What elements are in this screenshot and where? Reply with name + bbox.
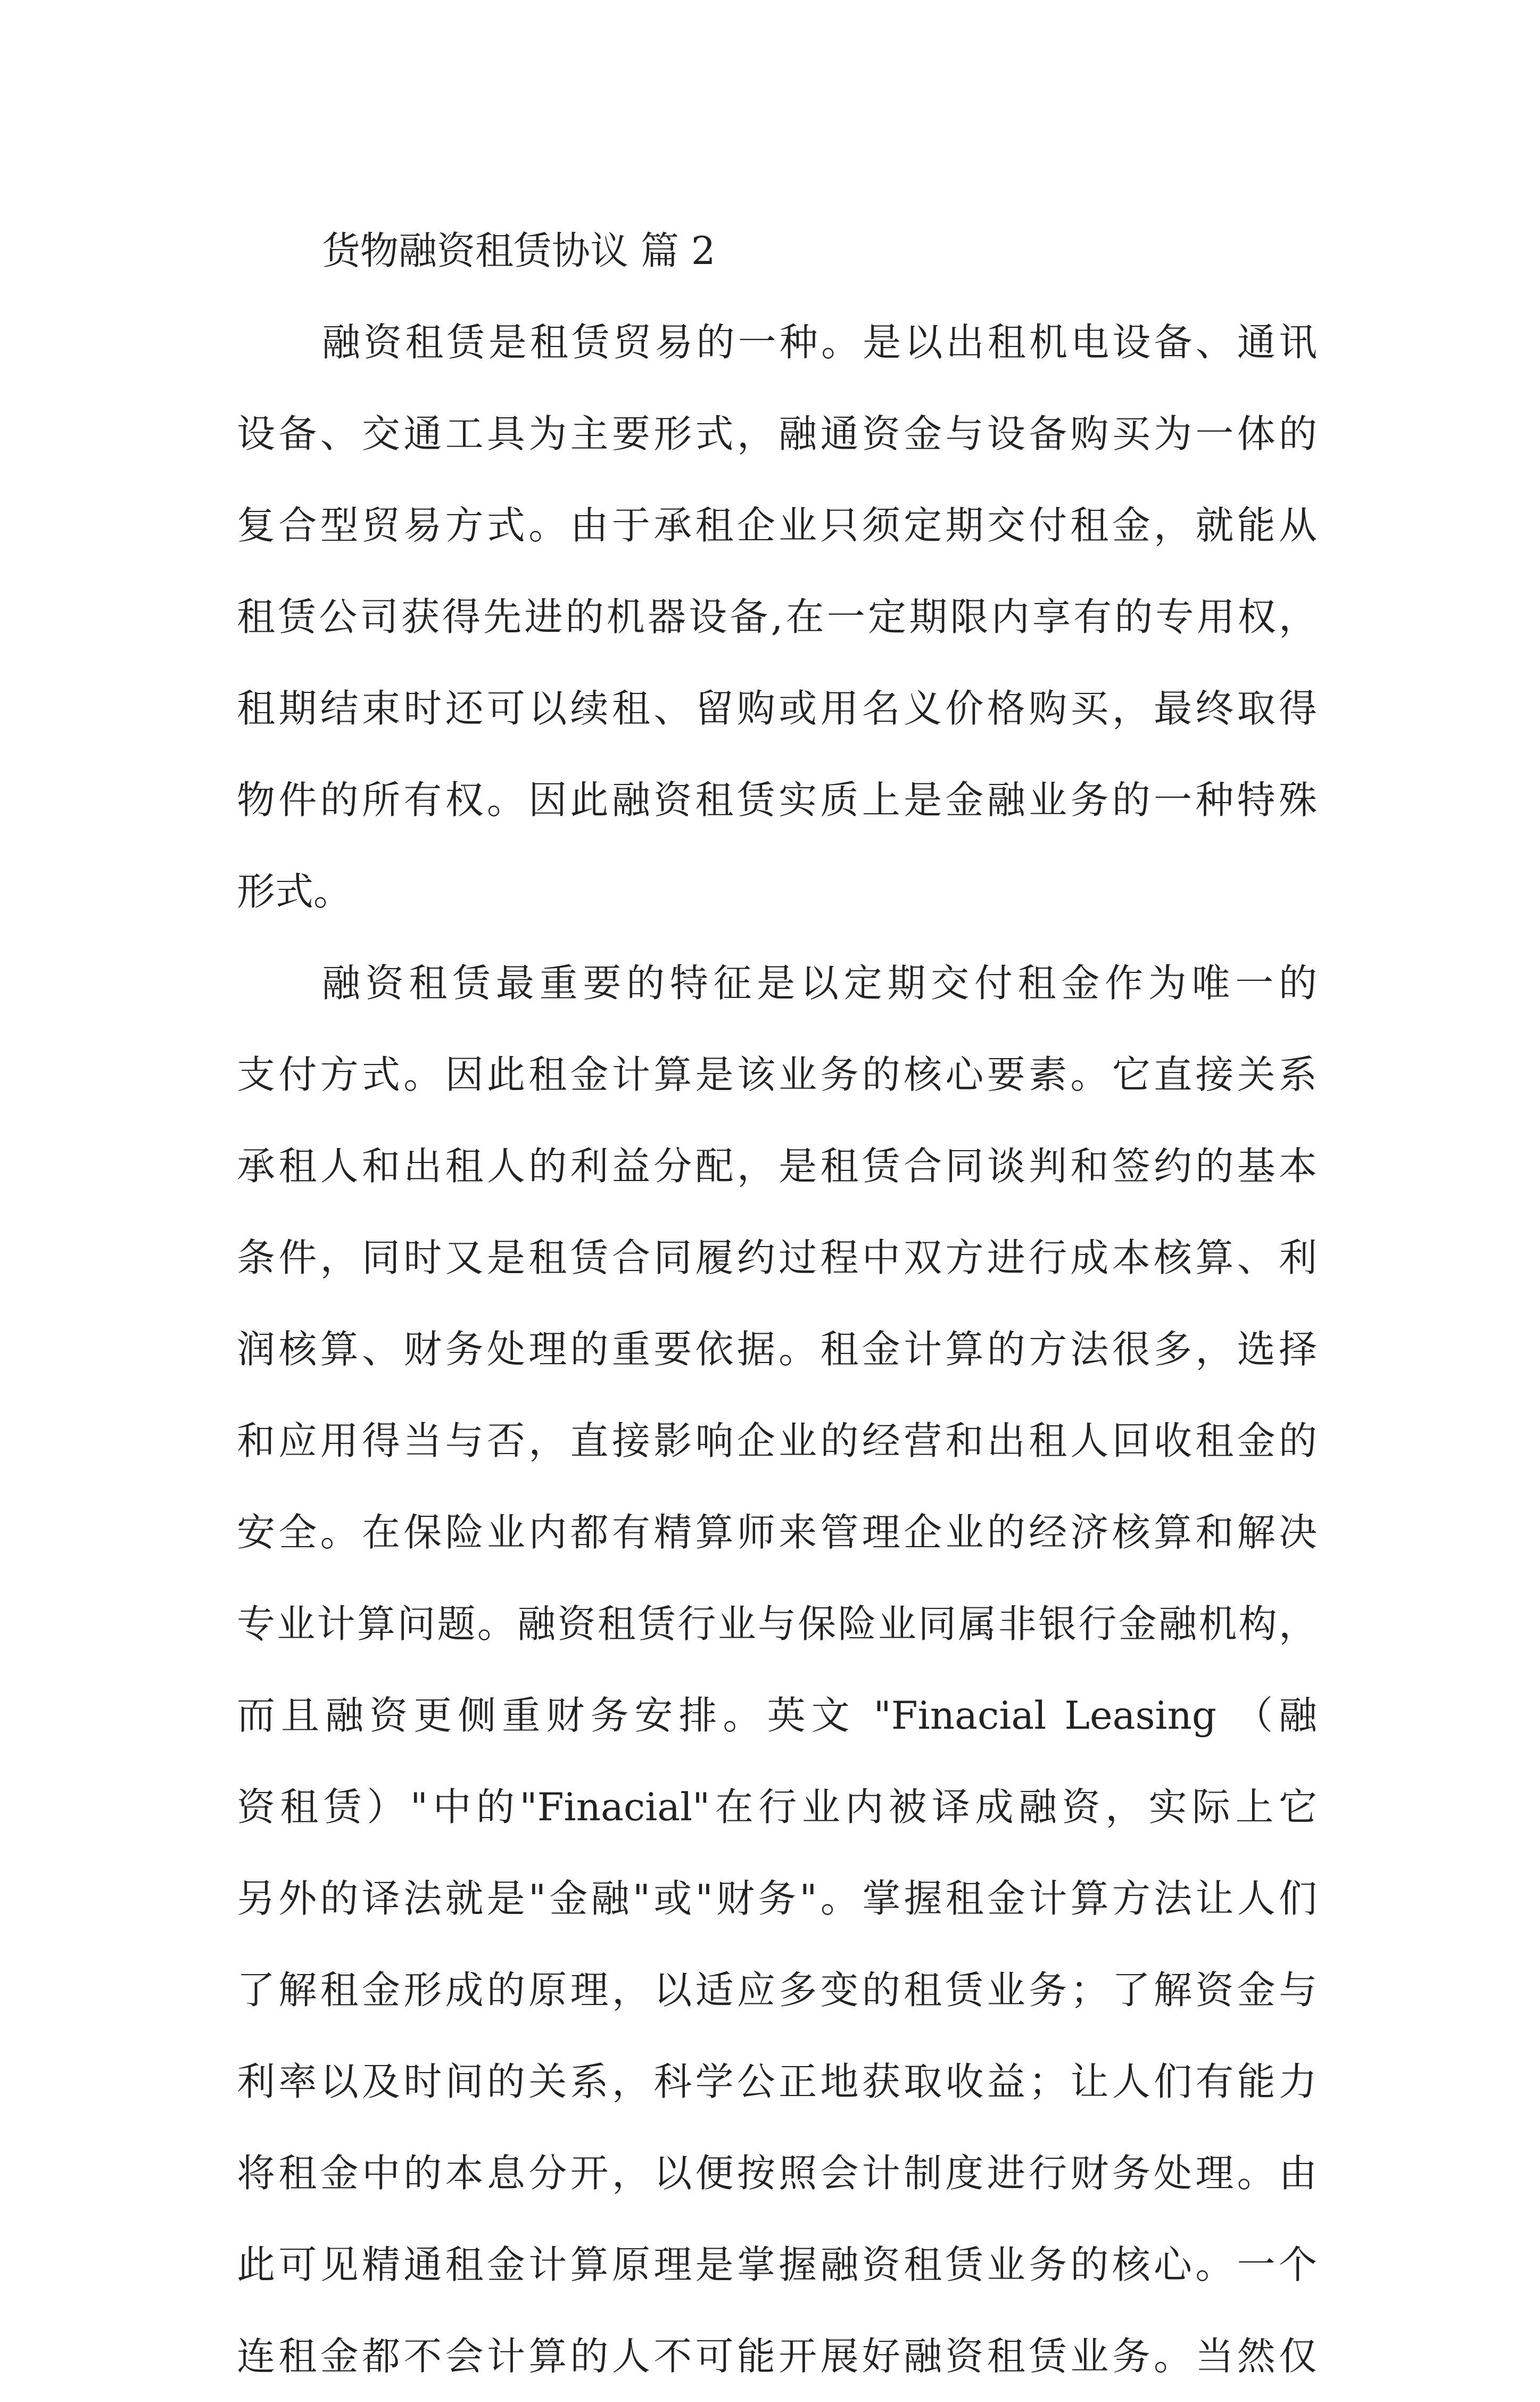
document-title: 货物融资租赁协议 篇 2 xyxy=(322,228,716,273)
paragraph-line: 资租赁）"中的"Finacial"在行业内被译成融资，实际上它 xyxy=(237,1785,1317,1829)
paragraph-line: 专业计算问题。融资租赁行业与保险业同属非银行金融机构， xyxy=(237,1602,1317,1646)
paragraph-2 xyxy=(237,937,1317,2402)
paragraph-line: 和应用得当与否，直接影响企业的经营和出租人回收租金的 xyxy=(237,1418,1317,1463)
paragraph-line: 了解租金形成的原理，以适应多变的租赁业务；了解资金与 xyxy=(237,1968,1317,2012)
paragraph-line: 设备、交通工具为主要形式，融通资金与设备购买为一体的 xyxy=(237,411,1317,456)
paragraph-line: 租赁公司获得先进的机器设备,在一定期限内享有的专用权， xyxy=(237,595,1317,639)
paragraph-line: 形式。 xyxy=(237,869,352,914)
paragraph-line: 连租金都不会计算的人不可能开展好融资租赁业务。当然仅 xyxy=(237,2334,1317,2379)
paragraph-line: 物件的所有权。因此融资租赁实质上是金融业务的一种特殊 xyxy=(237,778,1317,822)
paragraph-line: 租期结束时还可以续租、留购或用名义价格购买，最终取得 xyxy=(237,686,1317,731)
paragraph-line: 承租人和出租人的利益分配，是租赁合同谈判和签约的基本 xyxy=(237,1144,1317,1188)
document-body xyxy=(237,205,1317,2402)
paragraph-line: 将租金中的本息分开，以便按照会计制度进行财务处理。由 xyxy=(237,2151,1317,2195)
paragraph-line: 而且融资更侧重财务安排。英文 "Finacial Leasing （融 xyxy=(237,1693,1317,1738)
paragraph-1 xyxy=(237,296,1317,937)
paragraph-line: 安全。在保险业内都有精算师来管理企业的经济核算和解决 xyxy=(237,1510,1317,1555)
paragraph-line: 利率以及时间的关系，科学公正地获取收益；让人们有能力 xyxy=(237,2059,1317,2104)
paragraph-line: 此可见精通租金计算原理是掌握融资租赁业务的核心。一个 xyxy=(237,2242,1317,2287)
paragraph-line: 另外的译法就是"金融"或"财务"。掌握租金计算方法让人们 xyxy=(237,1876,1317,1921)
paragraph-line: 条件，同时又是租赁合同履约过程中双方进行成本核算、利 xyxy=(237,1235,1317,1280)
paragraph-line: 支付方式。因此租金计算是该业务的核心要素。它直接关系 xyxy=(237,1052,1317,1097)
paragraph-line: 润核算、财务处理的重要依据。租金计算的方法很多，选择 xyxy=(237,1327,1317,1372)
paragraph-line: 融资租赁最重要的特征是以定期交付租金作为唯一的 xyxy=(322,961,1317,1005)
paragraph-line: 融资租赁是租赁贸易的一种。是以出租机电设备、通讯 xyxy=(322,320,1317,365)
paragraph-line: 复合型贸易方式。由于承租企业只须定期交付租金，就能从 xyxy=(237,503,1317,548)
